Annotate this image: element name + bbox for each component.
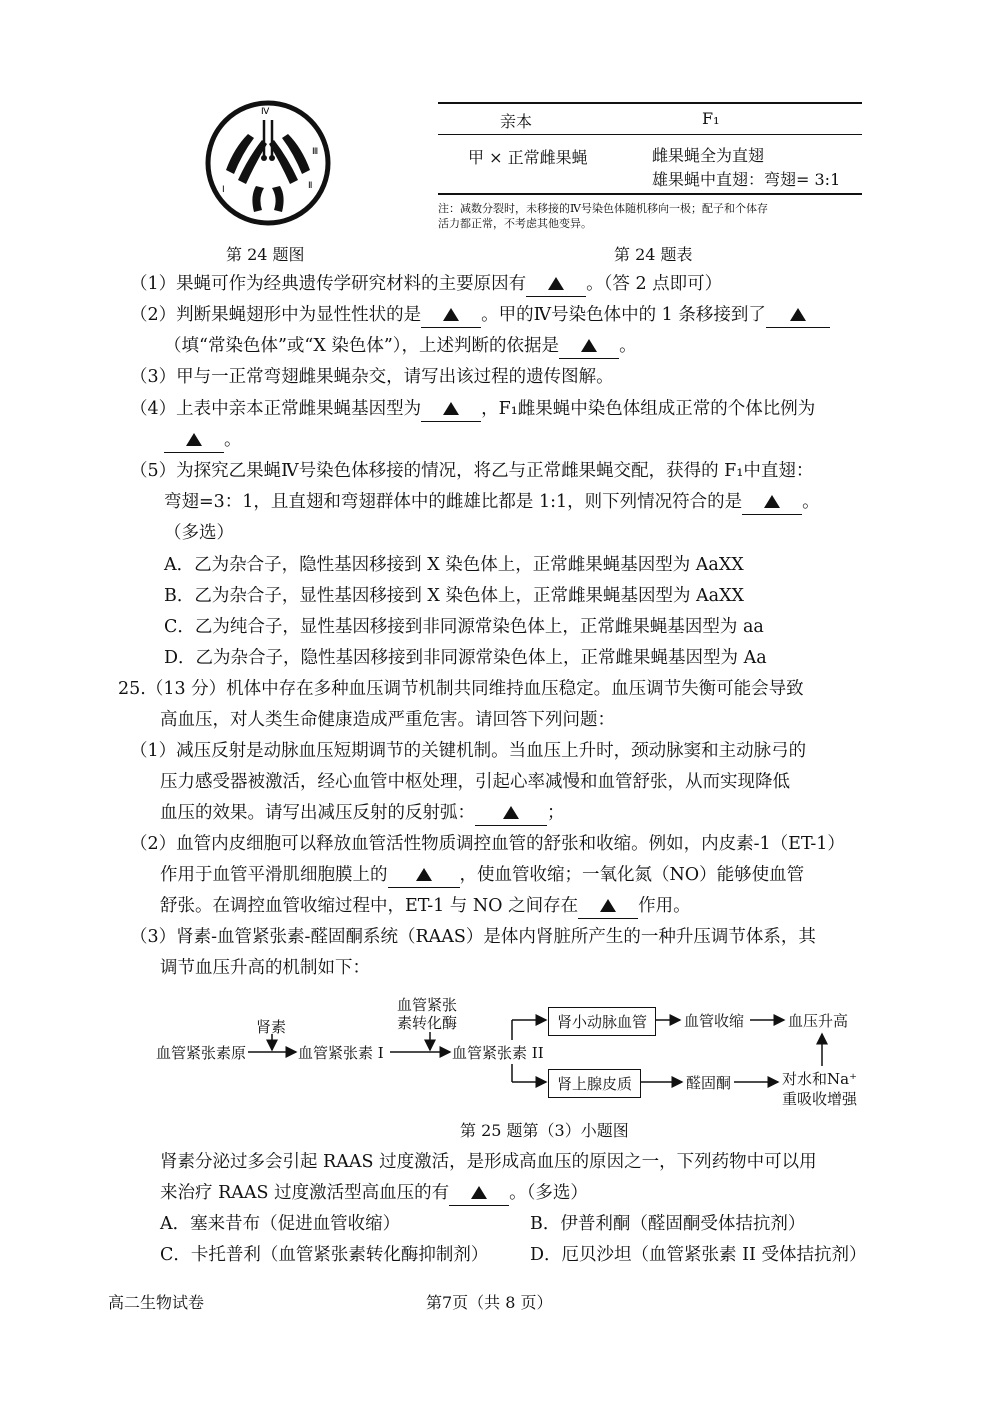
q25-part3-line1: （3）肾素-血管紧张素-醛固酮系统（RAAS）是体内肾脏所产生的一种升压调节体系，其 <box>130 927 816 947</box>
chrom-label-4: Ⅳ <box>261 107 270 117</box>
q25-part2-line2: 作用于血管平滑肌细胞膜上的 ，使血管收缩；一氧化氮（NO）能够使血管 <box>160 863 804 888</box>
table24-note-line2: 活力都正常，不考虑其他变异。 <box>438 217 592 230</box>
triangle-icon <box>600 899 616 912</box>
triangle-icon <box>443 308 459 321</box>
table24-f1-line1: 雌果蝇全为直翅 <box>652 146 765 165</box>
flow-ace-line1: 血管紧张 <box>397 996 458 1014</box>
chrom-label-1: Ⅰ <box>222 185 225 195</box>
q24-option-b: B．乙为杂合子，显性基因移接到 X 染色体上，正常雌果蝇基因型为 AaXX <box>164 586 744 606</box>
q24-part2-line2: （填“常染色体”或“X 染色体”），上述判断的依据是 。 <box>164 334 637 359</box>
q25-part3-line2: 调节血压升高的机制如下： <box>160 958 370 978</box>
chrom-label-2: Ⅱ <box>308 181 313 191</box>
q24-part4-line1: （4）上表中亲本正常雌果蝇基因型为 ，F₁雌果蝇中染色体组成正常的个体比例为 <box>130 397 815 422</box>
triangle-icon <box>581 339 597 352</box>
q25-option-b: B．伊普利酮（醛固酮受体拮抗剂） <box>530 1214 806 1234</box>
q24-part3: （3）甲与一正常弯翅雌果蝇杂交，请写出该过程的遗传图解。 <box>130 367 614 387</box>
table24-note-line1: 注：减数分裂时，未移接的Ⅳ号染色体随机移向一极；配子和个体存 <box>438 202 768 215</box>
triangle-icon <box>443 402 459 415</box>
chromosome-diagram <box>204 100 334 226</box>
flow-angiotensin-1: 血管紧张素 I <box>298 1044 384 1062</box>
flow-angiotensinogen: 血管紧张素原 <box>156 1044 247 1062</box>
triangle-icon <box>764 495 780 508</box>
q24-option-c: C．乙为纯合子，显性基因移接到非同源常染色体上，正常雌果蝇基因型为 aa <box>164 617 764 637</box>
footer-page-number: 第7页（共 8 页） <box>426 1293 553 1312</box>
table24-header-parent: 亲本 <box>500 112 533 131</box>
q25-intro-line2: 高血压，对人类生命健康造成严重危害。请回答下列问题： <box>160 710 615 730</box>
answer-blank[interactable] <box>388 863 460 888</box>
chrom-label-3: Ⅲ <box>312 147 319 157</box>
answer-blank[interactable] <box>742 490 802 515</box>
q25-option-d: D．厄贝沙坦（血管紧张素 II 受体拮抗剂） <box>530 1245 867 1265</box>
flow-box-renal-arteriole: 肾小动脉血管 <box>548 1007 656 1036</box>
table24-header-f1: F₁ <box>702 109 720 128</box>
q24-part5-multi: （多选） <box>164 523 234 543</box>
table24-caption: 第 24 题表 <box>614 245 693 264</box>
q24-part2-line1: （2）判断果蝇翅形中为显性性状的是 。甲的Ⅳ号染色体中的 1 条移接到了 <box>130 303 830 328</box>
q25-option-c: C．卡托普利（血管紧张素转化酶抑制剂） <box>160 1245 489 1265</box>
answer-blank[interactable] <box>578 894 638 919</box>
answer-blank[interactable] <box>421 303 481 328</box>
table24 <box>438 102 862 231</box>
flow-vasoconstriction: 血管收缩 <box>684 1012 745 1030</box>
q25-part2-line1: （2）血管内皮细胞可以释放血管活性物质调控血管的舒张和收缩。例如，内皮素-1（ET-1） <box>130 834 845 854</box>
flow-reabsorption-line2: 重吸收增强 <box>782 1090 858 1108</box>
q25-part1-line3: 血压的效果。请写出减压反射的反射弧： ； <box>160 801 565 826</box>
answer-blank[interactable] <box>421 397 481 422</box>
flow-reabsorption-line1: 对水和Na⁺ <box>782 1070 857 1088</box>
q25-part1-line1: （1）减压反射是动脉血压短期调节的关键机制。当血压上升时，颈动脉窦和主动脉弓的 <box>130 741 807 761</box>
triangle-icon <box>471 1186 487 1199</box>
triangle-icon <box>790 308 806 321</box>
triangle-icon <box>186 433 202 446</box>
triangle-icon <box>416 868 432 881</box>
footer-exam-name: 高二生物试卷 <box>108 1293 205 1312</box>
flow-angiotensin-2: 血管紧张素 II <box>452 1044 544 1062</box>
flow-renin: 肾素 <box>256 1018 287 1036</box>
q24-option-d: D．乙为杂合子，隐性基因移接到非同源常染色体上，正常雌果蝇基因型为 Aa <box>164 648 767 668</box>
chromosome-figure <box>204 100 334 226</box>
q24-option-a: A．乙为杂合子，隐性基因移接到 X 染色体上，正常雌果蝇基因型为 AaXX <box>164 555 744 575</box>
answer-blank[interactable] <box>526 272 586 297</box>
flow-caption: 第 25 题第（3）小题图 <box>460 1121 629 1140</box>
answer-blank[interactable] <box>164 428 224 453</box>
table24-parent-cell: 甲 × 正常雌果蝇 <box>468 148 588 167</box>
raas-flow-diagram <box>150 994 870 1114</box>
table24-f1-line2: 雄果蝇中直翅：弯翅= 3:1 <box>652 170 841 189</box>
q25-part2-line3: 舒张。在调控血管收缩过程中，ET-1 与 NO 之间存在 作用。 <box>160 894 691 919</box>
q25-part1-line2: 压力感受器被激活，经心血管中枢处理，引起心率减慢和血管舒张，从而实现降低 <box>160 772 790 792</box>
flow-box-adrenal-cortex: 肾上腺皮质 <box>548 1069 641 1098</box>
answer-blank[interactable] <box>559 334 619 359</box>
q24-part4-line2: 。 <box>164 428 242 453</box>
figure24-caption: 第 24 题图 <box>226 245 305 264</box>
q25-option-a: A．塞来昔布（促进血管收缩） <box>160 1214 401 1234</box>
q25-part3-line3: 肾素分泌过多会引起 RAAS 过度激活，是形成高血压的原因之一，下列药物中可以用 <box>160 1152 817 1172</box>
q24-part5-line2: 弯翅=3：1，且直翅和弯翅群体中的雌雄比都是 1:1，则下列情况符合的是 。 <box>164 490 820 515</box>
answer-blank[interactable] <box>475 801 547 826</box>
flow-aldosterone: 醛固酮 <box>686 1074 732 1092</box>
triangle-icon <box>503 806 519 819</box>
q25-intro-line1: 25.（13 分）机体中存在多种血压调节机制共同维持血压稳定。血压调节失衡可能会导致 <box>118 679 804 699</box>
q24-part1: （1）果蝇可作为经典遗传学研究材料的主要原因有 。（答 2 点即可） <box>130 272 722 297</box>
flow-ace-line2: 素转化酶 <box>397 1014 458 1032</box>
answer-blank[interactable] <box>766 303 830 328</box>
q25-part3-line4: 来治疗 RAAS 过度激活型高血压的有 。（多选） <box>160 1181 588 1206</box>
q24-part5-line1: （5）为探究乙果蝇Ⅳ号染色体移接的情况，将乙与正常雌果蝇交配，获得的 F₁中直翅： <box>130 461 814 481</box>
answer-blank[interactable] <box>449 1181 509 1206</box>
flow-bp-rise: 血压升高 <box>788 1012 849 1030</box>
triangle-icon <box>548 277 564 290</box>
